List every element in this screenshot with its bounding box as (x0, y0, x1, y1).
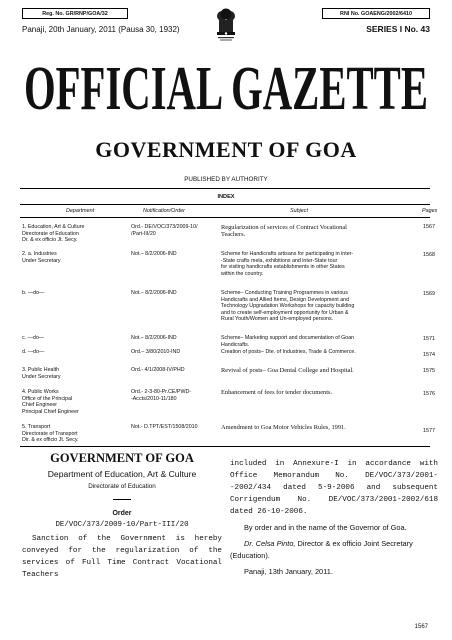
index-line: 2. a. Industries (22, 251, 57, 257)
index-line: Not.– 8/2/2006-IND (131, 335, 177, 341)
index-cell-order (131, 424, 215, 431)
index-line: 1. Education, Art & Culture (22, 224, 85, 230)
series-number: SERIES I No. 43 (366, 24, 430, 34)
index-cell-subject (221, 389, 417, 396)
index-line: Principal Chief Engineer (22, 408, 79, 415)
index-line: /Part-III/20 (131, 230, 156, 237)
index-cell-order (131, 251, 215, 258)
divider (20, 188, 430, 189)
index-line: Office of the Principal (22, 395, 73, 402)
index-line: Ord.– 3/80/2010-IND (131, 349, 181, 355)
order-body-left: Sanction of the Government is hereby conveyed for the regularization of the services of Full Time Contract Vocational Teachers (22, 535, 222, 579)
state-emblem-icon (213, 6, 239, 46)
index-line: Ord.- DE/VOC/373/2009-10/ (131, 224, 198, 230)
index-line: 5. Transport (22, 424, 51, 430)
index-line: Not.- D.TPT/EST/1508/2010 (131, 424, 198, 430)
index-line: d. —do— (22, 349, 45, 355)
index-line: c. —do— (22, 335, 45, 341)
index-cell-page: 1568 (423, 252, 435, 258)
index-line: Not.– 8/2/2006-IND (131, 251, 177, 257)
index-line: Directorate of Education (22, 230, 79, 237)
signatory-title: Director & ex officio Joint Secretary (Education). (230, 539, 413, 560)
index-title: INDEX (217, 194, 235, 200)
index-cell-page: 1567 (423, 224, 435, 230)
index-header-subject: Subject (290, 208, 308, 214)
signatory-name: Dr. Celsa Pinto, (244, 539, 296, 548)
government-title: GOVERNMENT OF GOA (95, 137, 357, 162)
published-by: PUBLISHED BY AUTHORITY (184, 176, 268, 183)
index-line: Not.– 8/2/2006-IND (131, 290, 177, 296)
notice-heading: GOVERNMENT OF GOA (50, 451, 194, 465)
index-cell-page: 1577 (423, 428, 435, 434)
index-line: 3. Public Health (22, 367, 60, 373)
masthead-title (22, 58, 430, 118)
notice-directorate: Directorate of Education (88, 483, 156, 490)
index-line: and to create self-employment opportunity for Urban & (221, 309, 349, 316)
index-cell-dept (22, 424, 130, 444)
index-line: Amendment to Goa Motor Vehicles Rules, 1991. (221, 424, 346, 431)
rni-number: RNI No. GOAENG/2002/6410 (322, 8, 430, 19)
index-cell-dept (22, 251, 130, 264)
index-cell-dept (22, 335, 130, 342)
index-line: Teachers. (221, 231, 246, 239)
index-line: for visiting handicrafts establishments in other States (221, 264, 345, 271)
index-header-notification: Notification/Order (143, 208, 185, 214)
index-line: Handicrafts and Allied Items, Design Development and (221, 296, 350, 303)
masthead-text: OFFICIAL GAZETTE (24, 58, 429, 118)
index-line: -Accts/2010-11/180 (131, 395, 177, 402)
index-line: Ord.- 2-3-80-Pr.CE/PWD- (131, 389, 192, 395)
index-cell-subject (221, 424, 417, 431)
index-cell-subject (221, 349, 417, 356)
index-cell-page: 1576 (423, 391, 435, 397)
index-cell-dept (22, 389, 130, 415)
registration-number: Reg. No. GR/RNP/GOA/32 (22, 8, 128, 19)
notice-department: Department of Education, Art & Culture (47, 469, 197, 479)
order-number: DE/VOC/373/2009-10/Part-III/20 (55, 521, 189, 529)
index-line: b. —do— (22, 290, 45, 296)
index-cell-dept (22, 367, 130, 380)
index-cell-order (131, 367, 215, 374)
index-cell-dept (22, 290, 130, 297)
index-line: Directorate of Transport (22, 430, 78, 437)
index-line: Creation of posts– Dte. of Industries, Trade & Commerce. (221, 349, 356, 355)
index-cell-order (131, 335, 215, 342)
index-line: Dir. & ex officio Jt. Secy. (22, 437, 79, 444)
notice-right-column (230, 458, 438, 578)
index-cell-subject (221, 367, 417, 374)
index-cell-subject (221, 251, 417, 277)
place-date: Panaji, 13th January, 2011. (244, 567, 333, 576)
index-line: Under Secretary (22, 373, 61, 380)
index-line: -State crafts mela, exhibitions and inter-State tour (221, 257, 338, 264)
page-number: 1567 (414, 624, 428, 630)
divider (20, 217, 430, 218)
index-line: Scheme– Marketing support and documentation of Goan (221, 335, 355, 341)
index-header-pages: Pages (422, 208, 438, 214)
closing-line: By order and in the name of the Governor of Goa. (244, 523, 407, 532)
index-cell-page: 1571 (423, 336, 435, 342)
index-line: Scheme– Conducting Training Programmes in various (221, 290, 348, 296)
index-cell-order (131, 290, 215, 297)
order-label: Order (112, 510, 132, 517)
index-cell-page: 1569 (423, 291, 435, 297)
index-line: Under Secretary (22, 257, 61, 264)
index-line: Handicrafts. (221, 341, 250, 348)
index-cell-subject (221, 335, 417, 348)
index-line: Regularization of services of Contract Vocational (221, 224, 347, 231)
notice-left-column (22, 451, 222, 581)
divider (113, 499, 131, 500)
index-line: Enhancement of fees for tender documents. (221, 389, 333, 396)
index-cell-order (131, 349, 215, 356)
index-cell-dept (22, 349, 130, 356)
index-cell-page: 1575 (423, 368, 435, 374)
index-header-department: Department (66, 208, 95, 214)
index-line: Revival of posts– Goa Dental College and Hospital. (221, 367, 354, 374)
index-cell-dept (22, 224, 130, 244)
index-line: Technology Upgradation Workshops for capacity building (221, 303, 355, 310)
index-line: Scheme for Handicrafts artisans for participating in inter- (221, 251, 354, 257)
issue-date: Panaji, 20th January, 2011 (Pausa 30, 1932) (22, 25, 180, 34)
divider (20, 446, 430, 447)
index-line: 4. Public Works (22, 389, 59, 395)
index-line: Dr. & ex officio Jt. Secy. (22, 237, 78, 244)
index-cell-subject (221, 224, 417, 239)
index-line: within the country. (221, 270, 264, 277)
index-cell-subject (221, 290, 417, 323)
index-line: Chief Engineer (22, 402, 58, 409)
index-line: Ord.- 4/1/2008-IV/PHD (131, 367, 185, 373)
index-line: Rural Youth/Women and Un-employed persons. (221, 316, 334, 323)
order-body-right: included in Annexure-I in accordance with Office Memorandum No. DE/VOC/373/2001--2002/434 dated 5-9-2006 and subsequent Corrigendum No. DE/VOC/373/2001-2002/618 dated 26-10-2006. (230, 460, 438, 516)
index-cell-order (131, 389, 215, 402)
index-cell-order (131, 224, 215, 237)
index-cell-page: 1574 (423, 352, 435, 358)
divider (20, 204, 430, 205)
signatory (230, 538, 438, 562)
